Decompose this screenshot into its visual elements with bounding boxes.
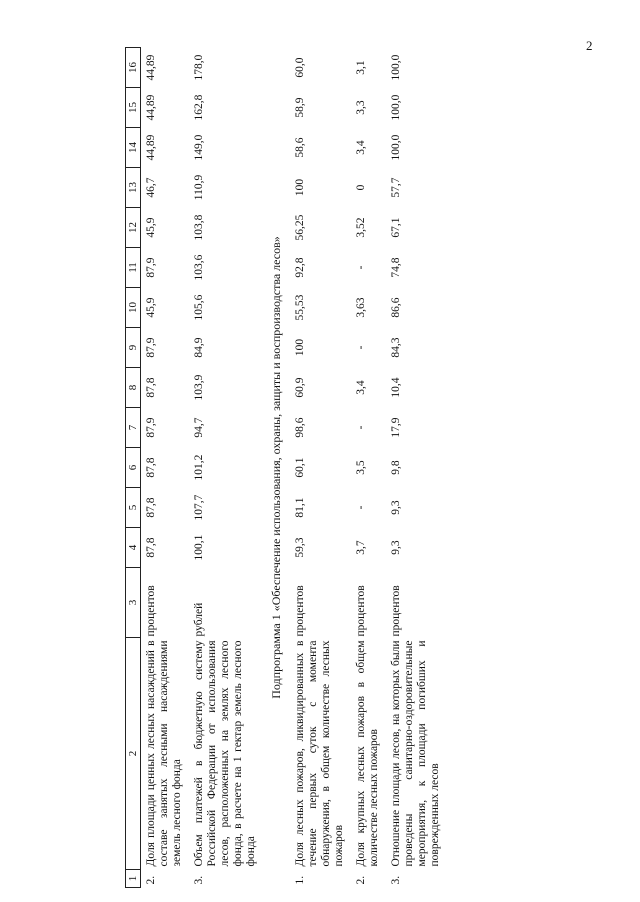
table-body-bottom [290,48,447,888]
value-cell: 58,9 [294,97,306,118]
value-cell: 10,4 [390,377,402,398]
value-cell: 94,7 [193,417,205,438]
value-cell: 60,9 [294,377,306,398]
table-body-top [141,48,264,888]
table-row [351,48,386,888]
value-cell: 44,89 [145,54,157,81]
column-header-13: 13 [126,168,141,208]
value-cell: 162,8 [193,94,205,121]
value-cell: 84,9 [193,337,205,358]
table-header [126,48,141,888]
value-cell: 86,6 [390,297,402,318]
value-cell: 100,0 [390,54,402,81]
value-cell: 100,0 [390,94,402,121]
column-header-11: 11 [126,248,141,288]
value-cell: 87,9 [145,257,157,278]
value-cell: 87,9 [145,417,157,438]
table-row [290,48,351,888]
column-header-2: 2 [126,638,141,870]
indicator-name: Доля крупных лесных пожаров в общем количестве лесных пожаров [355,640,380,867]
value-cell: 178,0 [193,54,205,81]
table-row [141,48,190,888]
value-cell: 110,9 [193,174,205,201]
value-cell: 3,52 [355,217,367,238]
row-number: 2. [355,875,367,885]
unit-of-measure: процентов [390,585,402,637]
value-cell: 100,1 [193,534,205,561]
page-number: 2 [586,38,593,53]
row-number: 2. [145,875,157,885]
value-cell: 45,9 [145,297,157,318]
subprogram-section [263,48,290,888]
indicators-table [125,47,447,888]
row-number: 3. [193,875,205,885]
indicator-name: Отношение площади лесов, на которых были проведены санитарно-оздоровительные мероприятия, к площади погибших и поврежденных лесов [390,640,441,867]
unit-of-measure: процентов [294,585,306,637]
column-header-15: 15 [126,88,141,128]
value-cell: 3,5 [355,460,367,475]
column-header-7: 7 [126,408,141,448]
value-cell: 60,1 [294,457,306,478]
value-cell: - [355,505,367,510]
indicator-name: Доля площади ценных лесных насаждений в составе занятых лесными насаждениями земель лесного фонда [145,640,183,867]
value-cell: 3,1 [355,60,367,75]
value-cell: - [355,425,367,430]
indicator-name: Доля лесных пожаров, ликвидированных в течение первых суток с момента обнаружения, в общем количестве лесных пожаров [294,640,345,867]
column-header-8: 8 [126,368,141,408]
value-cell: 100 [294,338,306,357]
column-header-9: 9 [126,328,141,368]
value-cell: 57,7 [390,177,402,198]
column-header-16: 16 [126,48,141,88]
value-cell: 107,7 [193,494,205,521]
value-cell: 3,4 [355,140,367,155]
value-cell: 3,7 [355,540,367,555]
value-cell: 84,3 [390,337,402,358]
indicator-name: Объем платежей в бюджетную систему Российской Федерации от использования лесов, расположенных на землях лесного фонда, в расчете на 1 гектар земель лесного фонда [193,640,257,867]
row-number: 3. [390,875,402,885]
rotated-table-wrapper [125,48,545,888]
value-cell: 58,6 [294,137,306,158]
value-cell: 46,7 [145,177,157,198]
value-cell: 44,89 [145,94,157,121]
value-cell: 87,8 [145,497,157,518]
value-cell: - [355,345,367,350]
column-header-14: 14 [126,128,141,168]
value-cell: 3,4 [355,380,367,395]
value-cell: 67,1 [390,217,402,238]
value-cell: 9,8 [390,460,402,475]
value-cell: 98,6 [294,417,306,438]
value-cell: 9,3 [390,500,402,515]
column-header-12: 12 [126,208,141,248]
value-cell: - [355,265,367,270]
value-cell: 87,8 [145,537,157,558]
unit-of-measure: процентов [355,585,367,637]
value-cell: 103,6 [193,254,205,281]
value-cell: 74,8 [390,257,402,278]
value-cell: 81,1 [294,497,306,518]
value-cell: 105,6 [193,294,205,321]
value-cell: 3,3 [355,100,367,115]
value-cell: 3,63 [355,297,367,318]
value-cell: 103,8 [193,214,205,241]
value-cell: 9,3 [390,540,402,555]
value-cell: 87,8 [145,457,157,478]
value-cell: 0 [355,184,367,191]
value-cell: 87,8 [145,377,157,398]
unit-of-measure: процентов [145,585,157,637]
value-cell: 92,8 [294,257,306,278]
column-header-4: 4 [126,528,141,568]
value-cell: 59,3 [294,537,306,558]
value-cell: 45,9 [145,217,157,238]
subprogram-title: Подпрограмма 1 «Обеспечение использования, охраны, защиты и воспроизводства лесов» [269,236,283,699]
column-header-6: 6 [126,448,141,488]
value-cell: 100 [294,178,306,197]
column-header-3: 3 [126,568,141,638]
row-number: 1. [294,875,306,885]
column-header-10: 10 [126,288,141,328]
value-cell: 56,25 [294,214,306,241]
value-cell: 60,0 [294,57,306,78]
value-cell: 100,0 [390,134,402,161]
value-cell: 44,89 [145,134,157,161]
value-cell: 17,9 [390,417,402,438]
unit-of-measure: рублей [193,602,205,637]
column-header-5: 5 [126,488,141,528]
column-header-1: 1 [126,870,141,888]
value-cell: 87,9 [145,337,157,358]
table-row [189,48,263,888]
value-cell: 55,53 [294,294,306,321]
value-cell: 101,2 [193,454,205,481]
value-cell: 103,9 [193,374,205,401]
table-row [386,48,447,888]
value-cell: 149,0 [193,134,205,161]
